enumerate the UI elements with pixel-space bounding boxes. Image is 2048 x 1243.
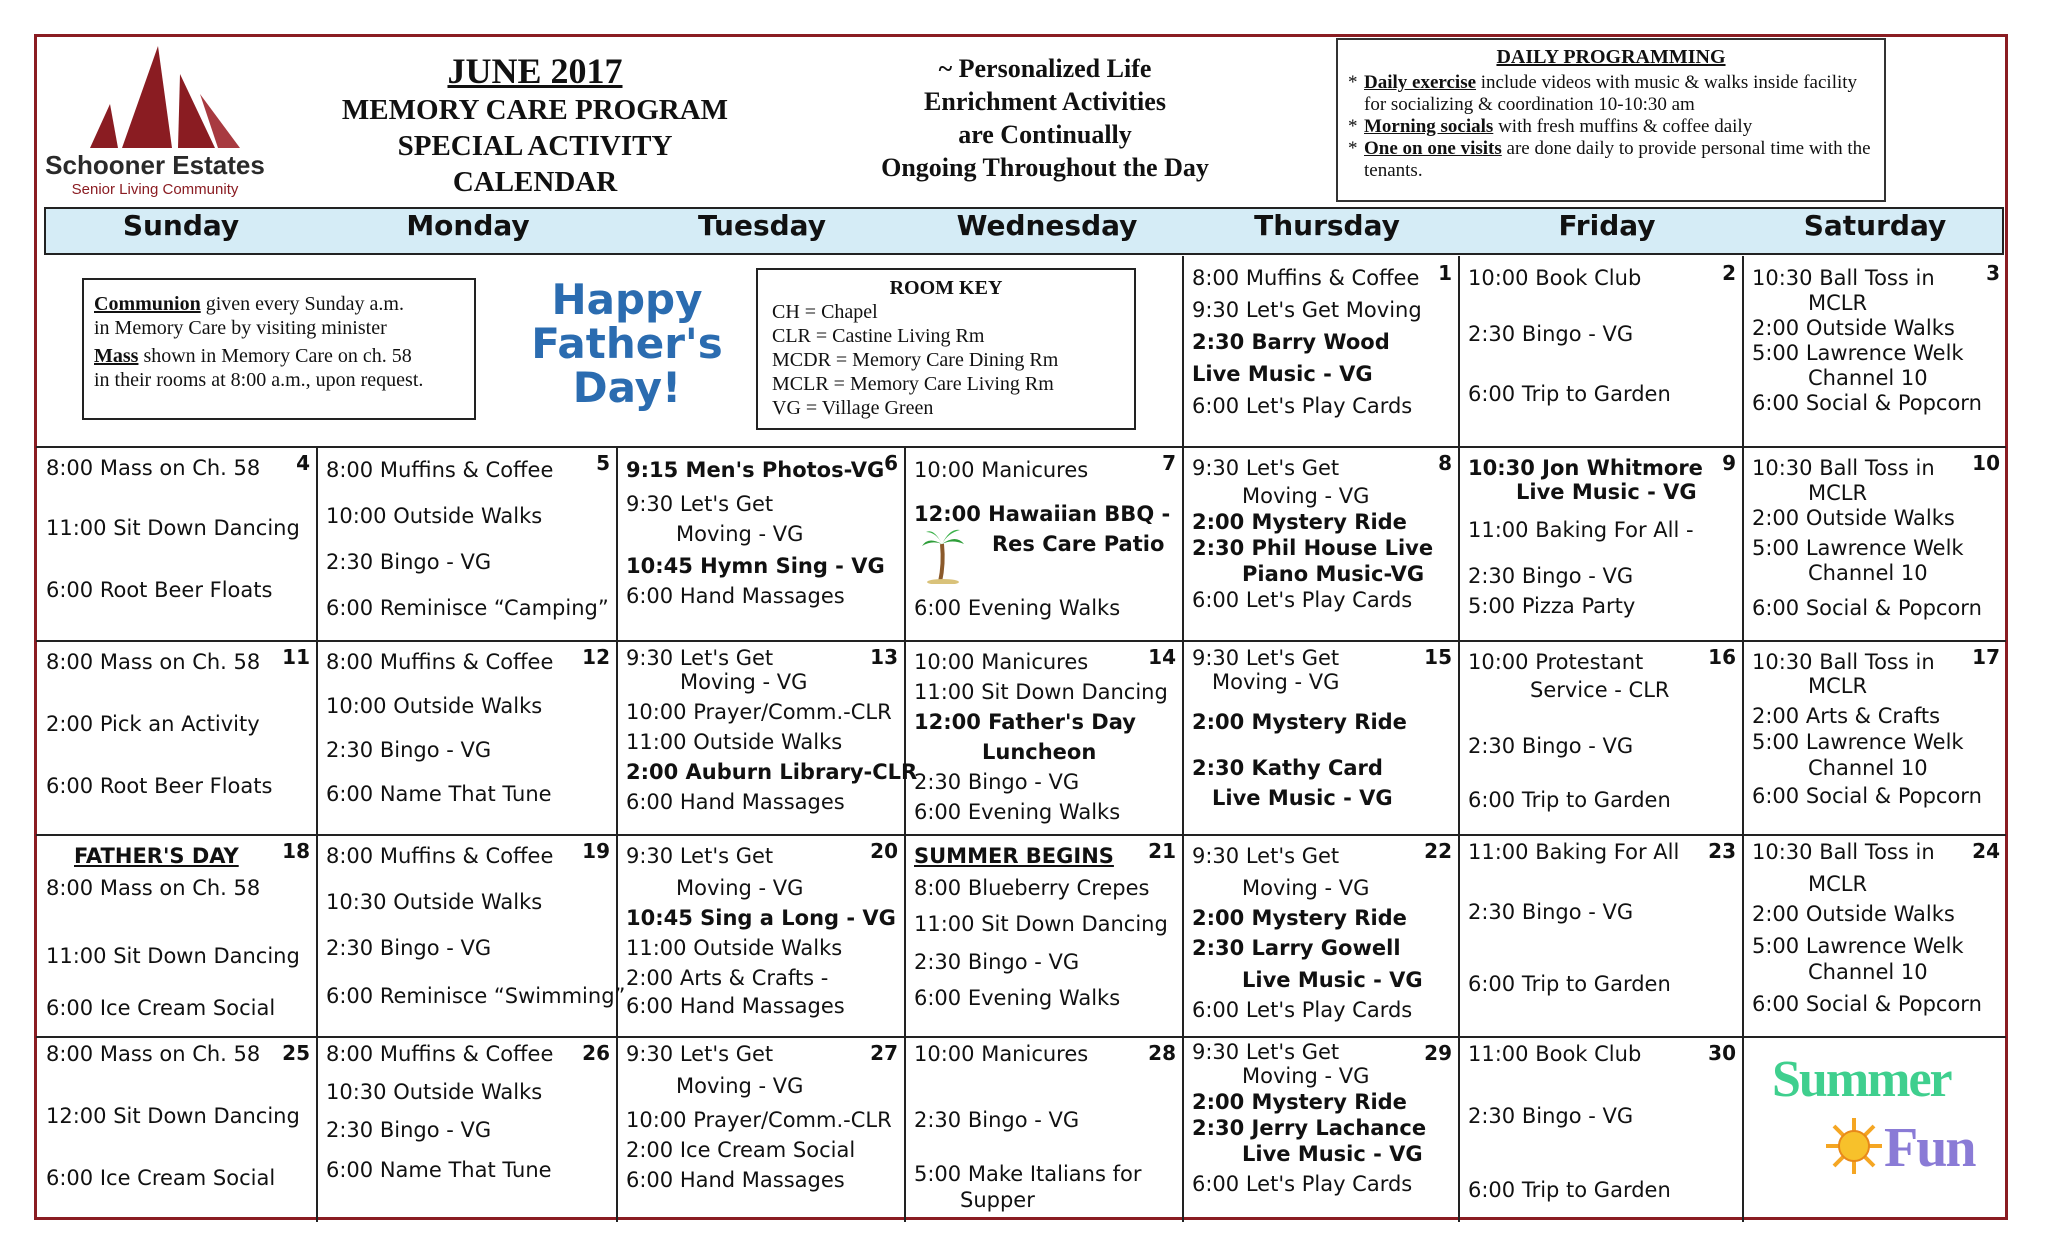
calendar-day-cell [1184,1038,1458,1222]
event-item: 11:00 Baking For All [1468,840,1680,864]
event-item: 11:00 Baking For All - [1468,518,1694,542]
communion-text: given every Sunday a.m. [200,293,404,315]
event-item: 6:00 Root Beer Floats [46,578,273,602]
graphic-text: Fun [1884,1117,1975,1179]
event-item: 8:00 Mass on Ch. 58 [46,1042,261,1066]
day-number: 23 [1708,839,1736,863]
calendar-day-cell [1744,642,2006,834]
room-key-item: VG = Village Green [772,397,934,419]
event-item: Moving - VG [680,670,808,694]
event-item: 2:30 Bingo - VG [326,738,492,762]
calendar-day-cell [1744,448,2006,640]
event-item: 10:00 Manicures [914,1042,1089,1066]
event-item: FATHER'S DAY [74,844,239,868]
day-number: 29 [1424,1041,1452,1065]
event-item: 8:00 Mass on Ch. 58 [46,650,261,674]
day-number: 25 [282,1041,310,1065]
daily-programming-heading: DAILY PROGRAMMING [1496,46,1726,68]
event-item: 9:30 Let's Get [626,492,774,516]
event-item: 6:00 Root Beer Floats [46,774,273,798]
graphic-text: Father's [531,319,723,368]
communion-note [82,278,476,420]
event-item: Moving - VG [676,522,804,546]
calendar-day-cell [38,448,316,640]
event-item: Live Music - VG [1192,362,1373,386]
calendar-day-cell [1460,448,1742,640]
event-item: 2:00 Mystery Ride [1192,510,1407,534]
event-item: 2:30 Bingo - VG [1468,734,1634,758]
calendar-day-cell [618,642,918,834]
day-number: 8 [1438,451,1452,475]
event-item: 8:00 Muffins & Coffee [1192,266,1420,290]
event-item: 6:00 Social & Popcorn [1752,391,1982,415]
day-number: 2 [1722,261,1736,285]
logo-tagline: Senior Living Community [71,181,239,198]
event-item: 6:00 Trip to Garden [1468,382,1671,406]
event-item: 11:00 Sit Down Dancing [46,944,300,968]
event-item: 6:00 Social & Popcorn [1752,596,1982,620]
weekday-label: Tuesday [698,209,826,242]
event-item: 10:00 Outside Walks [326,504,543,528]
enrichment-line: are Continually [958,120,1132,149]
event-item: SUMMER BEGINS [914,844,1114,868]
graphic-text: Happy [551,275,703,324]
event-item: 6:00 Hand Massages [626,994,845,1018]
event-item: 11:00 Sit Down Dancing [46,516,300,540]
event-item: 6:00 Trip to Garden [1468,972,1671,996]
event-item: MCLR [1808,674,1868,698]
calendar-day-cell [318,448,616,640]
event-item: 8:00 Muffins & Coffee [326,1042,554,1066]
event-item: 12:00 Sit Down Dancing [46,1104,300,1128]
event-item: 5:00 Lawrence Welk [1752,730,1964,754]
event-item: 9:30 Let's Get Moving [1192,298,1422,322]
enrichment-line: Enrichment Activities [924,87,1166,116]
event-item: 5:00 Pizza Party [1468,594,1636,618]
event-item: 10:45 Sing a Long - VG [626,906,896,930]
day-number: 21 [1148,839,1176,863]
summer-fun-graphic [1752,1050,2002,1200]
event-item: 10:00 Protestant [1468,650,1644,674]
calendar-title [300,50,770,200]
day-number: 12 [582,645,610,669]
graphic-text: Day! [572,363,682,412]
enrichment-note [830,52,1260,184]
calendar-day-cell [1460,642,1742,834]
event-item: 6:00 Let's Play Cards [1192,588,1413,612]
calendar-day-cell [38,836,316,1036]
event-item: 6:00 Name That Tune [326,782,552,806]
event-item: 2:30 Bingo - VG [326,936,492,960]
event-item: 10:30 Outside Walks [326,890,543,914]
day-number: 9 [1722,451,1736,475]
event-item: 2:00 Ice Cream Social [626,1138,856,1162]
day-number: 15 [1424,645,1452,669]
event-item: 2:30 Bingo - VG [326,550,492,574]
event-item: 2:00 Pick an Activity [46,712,260,736]
item-text: include videos with music & walks inside facility for socializing & coordination 10-10:30 am [1364,72,1858,115]
event-item: 10:00 Prayer/Comm.-CLR [626,1108,892,1132]
weekday-label: Wednesday [956,209,1138,242]
weekday-label: Monday [406,209,530,242]
event-item: 2:30 Bingo - VG [326,1118,492,1142]
item-keyword: One on one visits [1364,138,1502,159]
room-key-box [756,268,1136,430]
daily-programming-item: * One on one visits are done daily to provide personal time with the tenants. [1348,138,1871,181]
event-item: Moving - VG [1242,1064,1370,1088]
event-item: 2:30 Bingo - VG [1468,1104,1634,1128]
event-item: 10:00 Manicures [914,650,1089,674]
event-item: Channel 10 [1808,960,1928,984]
calendar-day-cell [618,836,904,1036]
mass-keyword: Mass [94,345,139,367]
day-number: 1 [1438,261,1452,285]
event-item: MCLR [1808,291,1868,315]
calendar-day-cell [1184,642,1458,834]
day-number: 7 [1162,451,1176,475]
event-item: Live Music - VG [1516,480,1697,504]
event-item: 6:00 Let's Play Cards [1192,394,1413,418]
day-number: 26 [582,1041,610,1065]
room-key-item: MCDR = Memory Care Dining Rm [772,349,1059,371]
room-key-heading: ROOM KEY [889,277,1003,299]
event-item: 2:30 Bingo - VG [1468,564,1634,588]
event-item: 6:00 Reminisce “Camping” [326,596,609,620]
day-number: 27 [870,1041,898,1065]
room-key-item: CH = Chapel [772,301,878,323]
event-item: 9:30 Let's Get [1192,844,1340,868]
event-item: 10:30 Ball Toss in [1752,840,1935,864]
event-item: 6:00 Social & Popcorn [1752,992,1982,1016]
day-number: 28 [1148,1041,1176,1065]
event-item: 12:00 Hawaiian BBQ - [914,502,1171,526]
communion-text: shown in Memory Care on ch. 58 [138,345,412,367]
day-number: 5 [596,451,610,475]
event-item: 2:00 Mystery Ride [1192,906,1407,930]
event-item: Moving - VG [676,1074,804,1098]
event-item: 6:00 Reminisce “Swimming” [326,984,626,1008]
event-item: Moving - VG [676,876,804,900]
event-item: 2:00 Outside Walks [1752,506,1955,530]
event-item: 11:00 Sit Down Dancing [914,912,1168,936]
day-number: 24 [1972,839,2000,863]
calendar-day-cell [906,448,1182,640]
calendar-day-cell [318,1038,616,1222]
room-key-item: MCLR = Memory Care Living Rm [772,373,1054,395]
event-item: 2:00 Arts & Crafts [1752,704,1941,728]
event-item: 8:00 Muffins & Coffee [326,458,554,482]
calendar-day-cell [1184,448,1458,640]
day-number: 6 [884,451,898,475]
event-item: 8:00 Blueberry Crepes [914,876,1150,900]
communion-text: in Memory Care by visiting minister [94,317,387,339]
communion-text: in their rooms at 8:00 a.m., upon request. [94,369,424,391]
day-number: 13 [870,645,898,669]
weekday-label: Thursday [1254,209,1400,242]
logo-name: Schooner Estates [45,150,265,180]
event-item: Live Music - VG [1242,1142,1423,1166]
event-item: 6:00 Evening Walks [914,596,1121,620]
day-number: 19 [582,839,610,863]
event-item: Moving - VG [1242,876,1370,900]
event-item: 2:30 Bingo - VG [1468,322,1634,346]
daily-programming-box [1336,38,1886,202]
event-item: 2:00 Outside Walks [1752,902,1955,926]
event-item: 6:00 Trip to Garden [1468,788,1671,812]
event-item: 9:30 Let's Get [626,1042,774,1066]
sun-icon [1824,1116,1884,1176]
event-item: Piano Music-VG [1242,562,1425,586]
event-item: 10:30 Ball Toss in [1752,266,1935,290]
weekday-label: Friday [1558,209,1656,242]
event-item: 6:00 Name That Tune [326,1158,552,1182]
event-item: 6:00 Evening Walks [914,800,1121,824]
calendar-day-cell [1744,258,2006,446]
event-item: 8:00 Muffins & Coffee [326,844,554,868]
event-item: 10:30 Ball Toss in [1752,650,1935,674]
weekday-label: Saturday [1803,209,1947,242]
event-item: Moving - VG [1212,670,1340,694]
event-item: 5:00 Lawrence Welk [1752,341,1964,365]
event-item: Channel 10 [1808,756,1928,780]
calendar-day-cell [38,642,316,834]
event-item: 10:00 Prayer/Comm.-CLR [626,700,892,724]
day-number: 16 [1708,645,1736,669]
event-item: 6:00 Hand Massages [626,584,845,608]
enrichment-line: Ongoing Throughout the Day [881,153,1209,182]
event-item: Channel 10 [1808,561,1928,585]
event-item: 2:30 Bingo - VG [914,770,1080,794]
event-item: 2:00 Mystery Ride [1192,1090,1407,1114]
event-item: 10:00 Outside Walks [326,694,543,718]
event-item: 6:00 Hand Massages [626,1168,845,1192]
event-item: 6:00 Ice Cream Social [46,1166,276,1190]
day-number: 11 [282,645,310,669]
weekday-label: Sunday [122,209,240,242]
event-item: 9:30 Let's Get [1192,1040,1340,1064]
event-item: 6:00 Social & Popcorn [1752,784,1982,808]
calendar-day-cell [906,1038,1182,1222]
communion-keyword: Communion [94,293,201,315]
event-item: Moving - VG [1242,484,1370,508]
event-item: Channel 10 [1808,366,1928,390]
event-item: 2:30 Larry Gowell [1192,936,1401,960]
event-item: Luncheon [982,740,1097,764]
item-keyword: Daily exercise [1364,72,1477,93]
event-item: 10:00 Manicures [914,458,1089,482]
calendar-day-cell [618,1038,904,1222]
event-item: 10:30 Jon Whitmore [1468,456,1703,480]
day-number: 17 [1972,645,2000,669]
event-item: 11:00 Sit Down Dancing [914,680,1168,704]
calendar-day-cell [1744,836,2006,1036]
event-item: 2:30 Barry Wood [1192,330,1390,354]
event-item: 2:30 Bingo - VG [914,1108,1080,1132]
item-text: with fresh muffins & coffee daily [1493,116,1753,137]
event-item: 8:00 Muffins & Coffee [326,650,554,674]
enrichment-line: ~ Personalized Life [938,54,1152,83]
event-item: 2:00 Auburn Library-CLR [626,760,918,784]
event-item: 2:30 Phil House Live [1192,536,1434,560]
event-item: 6:00 Evening Walks [914,986,1121,1010]
day-number: 22 [1424,839,1452,863]
event-item: 8:00 Mass on Ch. 58 [46,876,261,900]
room-key-item: CLR = Castine Living Rm [772,325,985,347]
day-number: 10 [1972,451,2000,475]
item-keyword: Morning socials [1364,116,1494,137]
day-number: 30 [1708,1041,1736,1065]
calendar-day-cell [1184,258,1458,446]
event-item: 5:00 Make Italians for [914,1162,1142,1186]
calendar-day-cell [1184,836,1458,1036]
event-item: MCLR [1808,481,1868,505]
event-item: 9:30 Let's Get [1192,646,1340,670]
event-item: 2:00 Arts & Crafts - [626,966,829,990]
event-item: Live Music - VG [1212,786,1393,810]
event-item: 9:15 Men's Photos-VG [626,458,885,482]
event-item: 6:00 Hand Massages [626,790,845,814]
event-item: 8:00 Mass on Ch. 58 [46,456,261,480]
item-text: are done daily to provide personal time with the tenants. [1364,138,1871,181]
event-item: 5:00 Lawrence Welk [1752,934,1964,958]
event-item: 11:00 Outside Walks [626,936,843,960]
event-item: Res Care Patio [992,532,1165,556]
day-number: 18 [282,839,310,863]
event-item: 9:30 Let's Get [626,646,774,670]
event-item: 2:30 Jerry Lachance [1192,1116,1427,1140]
event-item: 6:00 Trip to Garden [1468,1178,1671,1202]
calendar-day-cell [1460,836,1742,1036]
weekday-header [44,207,2004,255]
event-item: 6:00 Let's Play Cards [1192,1172,1413,1196]
event-item: 2:30 Kathy Card [1192,756,1383,780]
event-item: 9:30 Let's Get [626,844,774,868]
day-number: 4 [296,451,310,475]
day-number: 3 [1986,261,2000,285]
event-item: Live Music - VG [1242,968,1423,992]
calendar-month: JUNE 2017 [447,51,623,91]
event-item: 11:00 Outside Walks [626,730,843,754]
calendar-day-cell [906,642,1182,834]
calendar-day-cell [906,836,1182,1036]
event-item: 9:30 Let's Get [1192,456,1340,480]
title-line: MEMORY CARE PROGRAM [341,94,729,126]
day-number: 20 [870,839,898,863]
event-item: 6:00 Let's Play Cards [1192,998,1413,1022]
daily-programming-item: * Morning socials with fresh muffins & coffee daily [1348,116,1753,137]
title-line: SPECIAL ACTIVITY [397,130,673,162]
title-line: CALENDAR [452,166,618,198]
event-item: 12:00 Father's Day [914,710,1136,734]
event-item: 11:00 Book Club [1468,1042,1642,1066]
fathers-day-graphic [522,275,732,418]
calendar-day-cell [318,642,616,834]
graphic-text: Summer [1772,1051,1951,1108]
event-item: 10:45 Hymn Sing - VG [626,554,885,578]
event-item: Supper [960,1188,1035,1212]
event-item: 10:30 Ball Toss in [1752,456,1935,480]
event-item: 10:00 Book Club [1468,266,1642,290]
event-item: Service - CLR [1530,678,1670,702]
daily-programming-item: * Daily exercise include videos with music & walks inside facility for socializing & coordination 10-10:30 am [1348,72,1858,115]
calendar-day-cell [1460,258,1742,446]
event-item: 2:30 Bingo - VG [1468,900,1634,924]
event-item: 2:30 Bingo - VG [914,950,1080,974]
event-item: 10:30 Outside Walks [326,1080,543,1104]
event-item: 2:00 Outside Walks [1752,316,1955,340]
calendar-day-cell [38,1038,316,1222]
calendar-day-cell [1460,1038,1742,1222]
event-item: 6:00 Ice Cream Social [46,996,276,1020]
day-number: 14 [1148,645,1176,669]
event-item: 5:00 Lawrence Welk [1752,536,1964,560]
calendar-day-cell [618,448,904,640]
event-item: 2:00 Mystery Ride [1192,710,1407,734]
event-item: MCLR [1808,872,1868,896]
calendar-day-cell [318,836,626,1036]
